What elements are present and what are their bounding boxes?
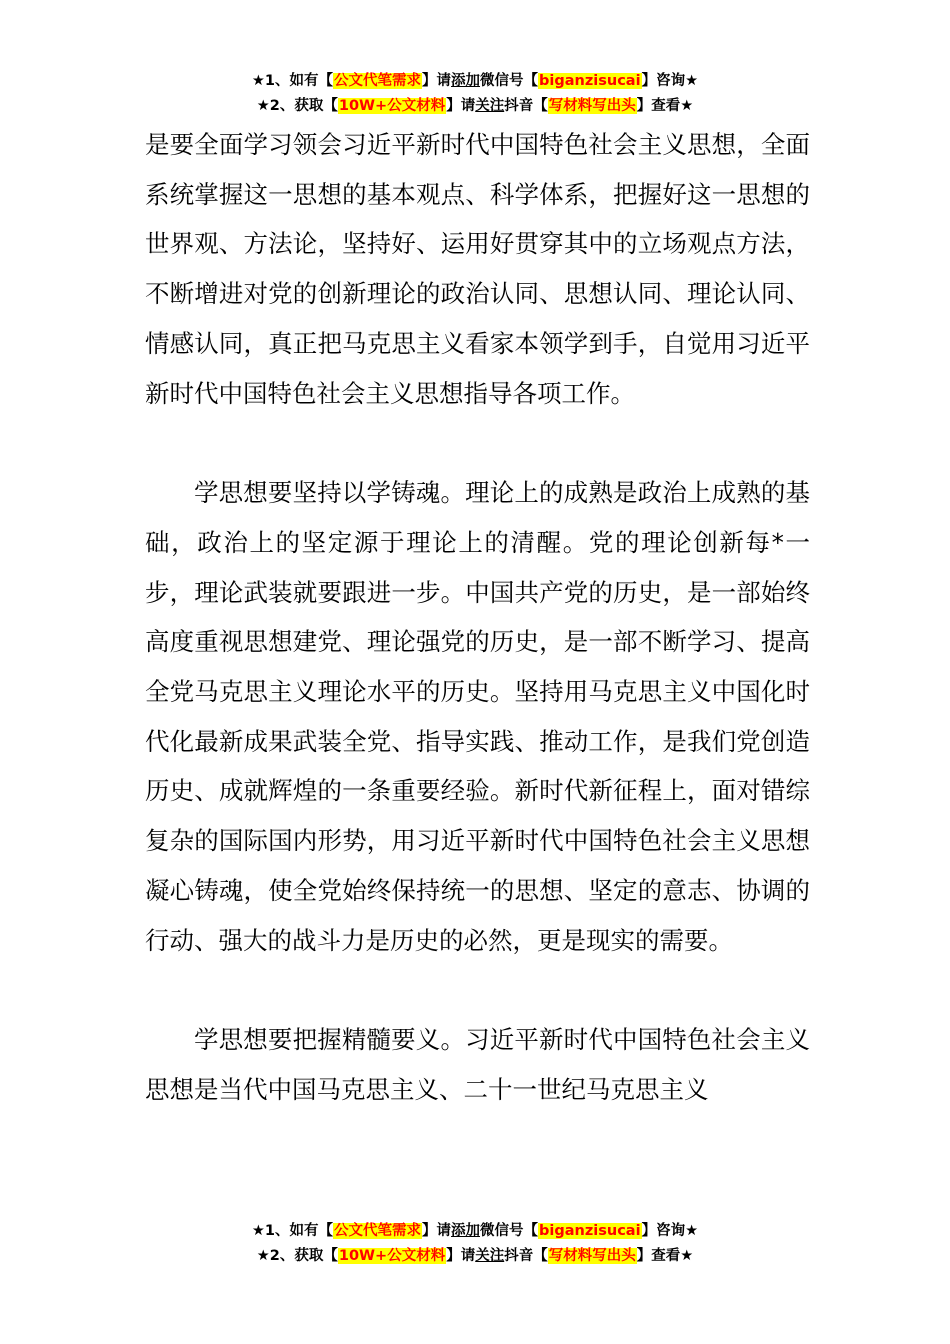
banner-text: 】请 xyxy=(446,98,476,114)
banner-highlight: 写材料写出头 xyxy=(548,1248,636,1264)
banner-underlined: 添加 xyxy=(451,1223,481,1239)
banner-line-2 xyxy=(0,94,950,119)
footer-banner xyxy=(0,1219,950,1269)
banner-highlight: 10W+公文材料 xyxy=(338,98,446,114)
paragraph: 是要全面学习领会习近平新时代中国特色社会主义思想，全面系统掌握这一思想的基本观点、科学体系，把握好这一思想的世界观、方法论，坚持好、运用好贯穿其中的立场观点方法，不断增进对党的创新理论的政治认同、思想认同、理论认同、情感认同，真正把马克思主义看家本领学到手，自觉用习近平新时代中国特色社会主义思想指导各项工作。 xyxy=(145,130,810,408)
banner-highlight: 写材料写出头 xyxy=(548,98,636,114)
banner-text: 微信号【 xyxy=(480,1223,539,1239)
banner-line-1 xyxy=(0,69,950,94)
banner-underlined: 关注 xyxy=(475,98,505,114)
banner-text: 】请 xyxy=(422,73,452,89)
banner-text: 】请 xyxy=(422,1223,452,1239)
banner-text: 抖音【 xyxy=(504,1248,548,1264)
banner-highlight: 公文代笔需求 xyxy=(334,73,422,89)
banner-text: ★2、获取【 xyxy=(256,98,338,114)
banner-text: 微信号【 xyxy=(480,73,539,89)
banner-line-2 xyxy=(0,1244,950,1269)
banner-highlight: 10W+公文材料 xyxy=(338,1248,446,1264)
banner-text: ★1、如有【 xyxy=(251,73,334,89)
banner-text: 抖音【 xyxy=(504,98,548,114)
banner-highlight: biganzisucai xyxy=(539,73,641,89)
banner-highlight: biganzisucai xyxy=(539,1223,641,1239)
paragraph: 学思想要坚持以学铸魂。理论上的成熟是政治上成熟的基础，政治上的坚定源于理论上的清醒。党的理论创新每*一步，理论武装就要跟进一步。中国共产党的历史，是一部始终高度重视思想建党、理论强党的历史，是一部不断学习、提高全党马克思主义理论水平的历史。坚持用马克思主义中国化时代化最新成果武装全党、指导实践、推动工作，是我们党创造历史、成就辉煌的一条重要经验。新时代新征程上，面对错综复杂的国际国内形势，用习近平新时代中国特色社会主义思想凝心铸魂，使全党始终保持统一的思想、坚定的意志、协调的行动、强大的战斗力是历史的必然，更是现实的需要。 xyxy=(145,478,810,955)
banner-text: 】查看★ xyxy=(636,98,694,114)
banner-text: 】请 xyxy=(446,1248,476,1264)
banner-underlined: 关注 xyxy=(475,1248,505,1264)
banner-text: 】查看★ xyxy=(636,1248,694,1264)
document-body xyxy=(145,120,810,1115)
banner-highlight: 公文代笔需求 xyxy=(334,1223,422,1239)
banner-text: 】咨询★ xyxy=(641,1223,699,1239)
banner-text: ★1、如有【 xyxy=(251,1223,334,1239)
header-banner xyxy=(0,69,950,119)
paragraph-gap xyxy=(145,418,810,468)
banner-text: ★2、获取【 xyxy=(256,1248,338,1264)
banner-text: 】咨询★ xyxy=(641,73,699,89)
banner-line-1 xyxy=(0,1219,950,1244)
banner-underlined: 添加 xyxy=(451,73,481,89)
paragraph: 学思想要把握精髓要义。习近平新时代中国特色社会主义思想是当代中国马克思主义、二十一世纪马克思主义 xyxy=(145,1025,810,1104)
paragraph-gap xyxy=(145,965,810,1015)
